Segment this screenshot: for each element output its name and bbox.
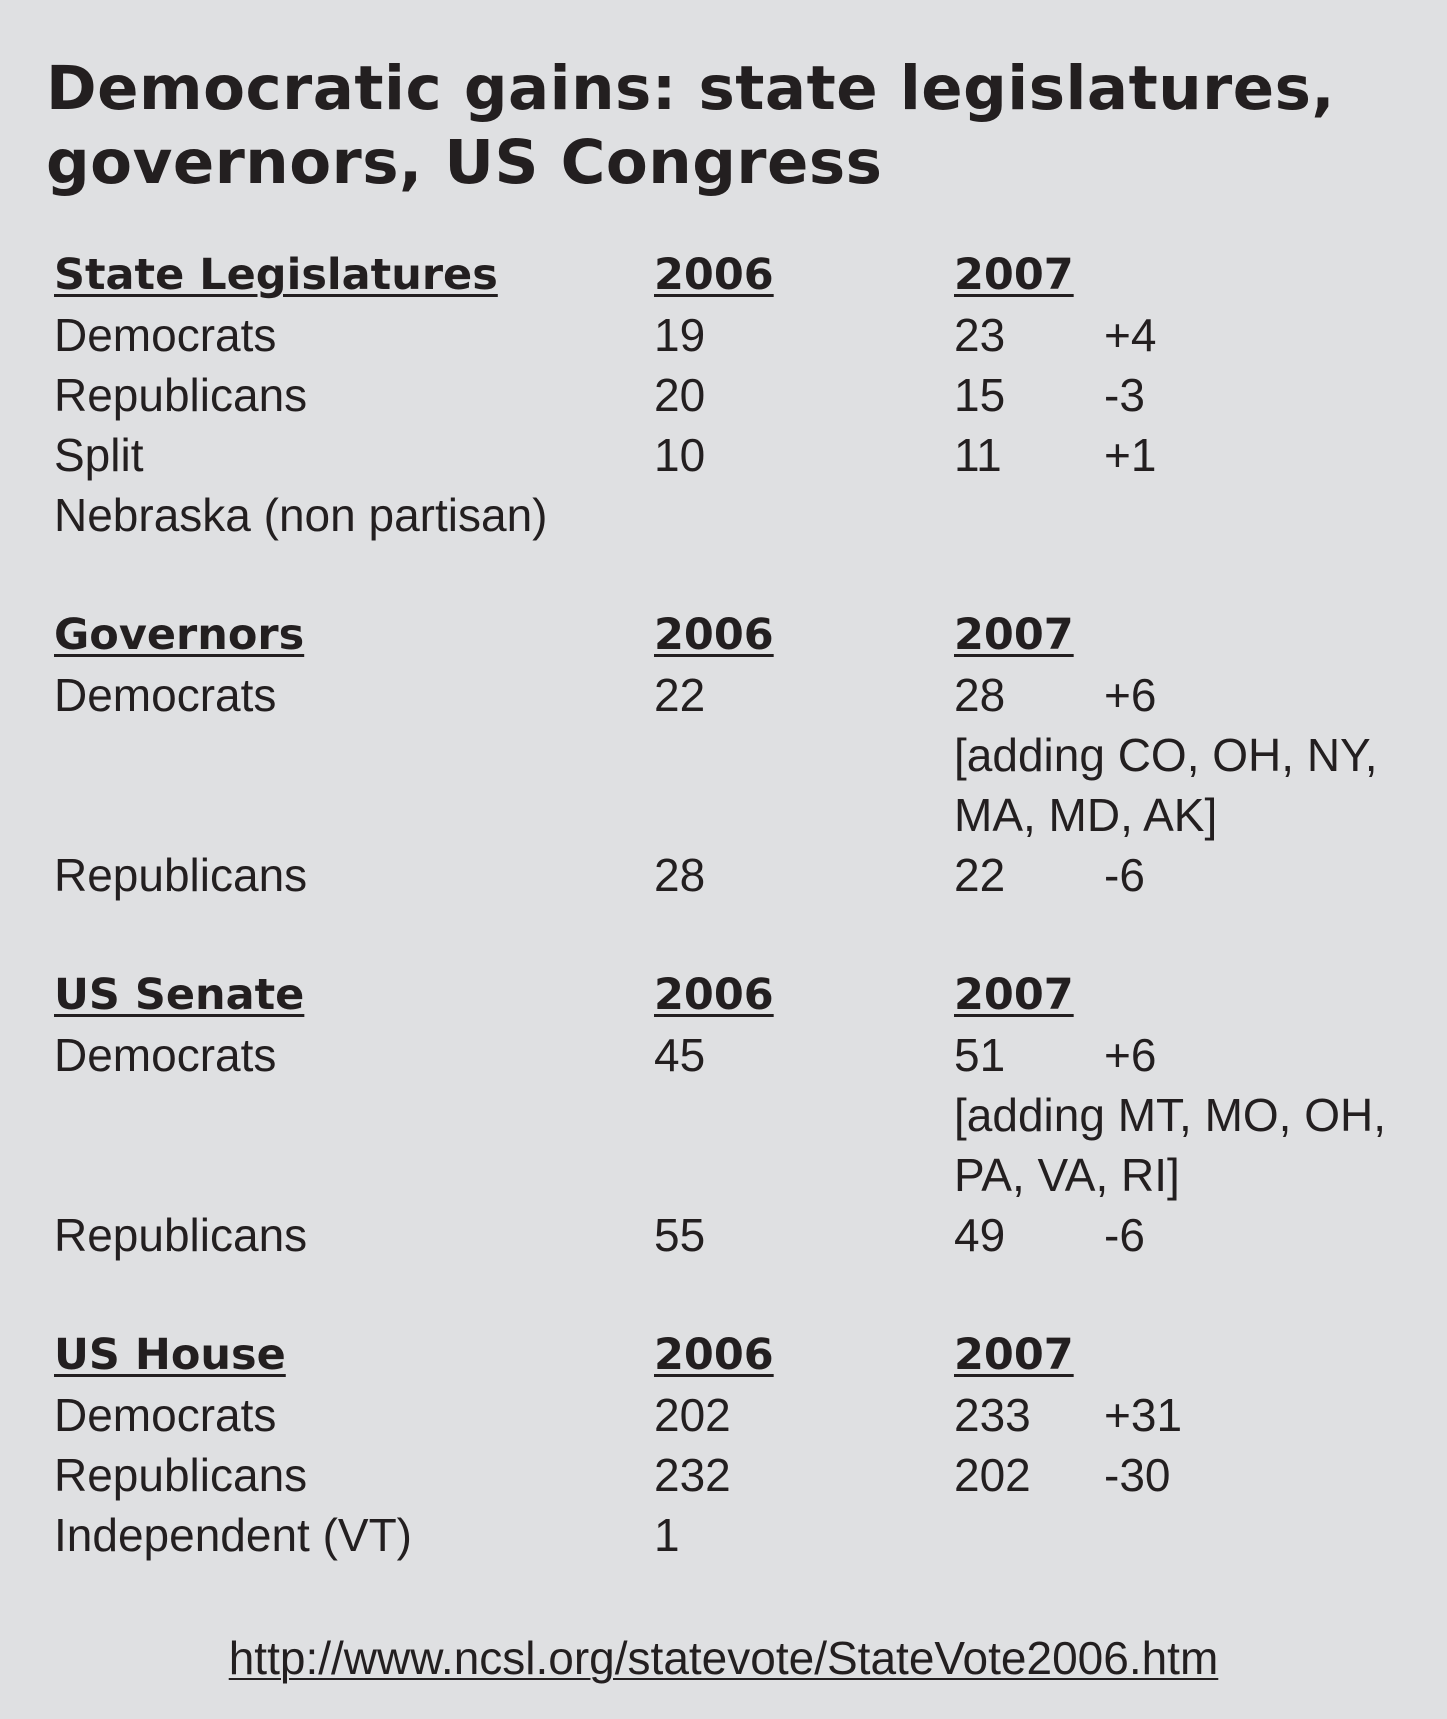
row-note: [adding MT, MO, OH, PA, VA, RI] (954, 1089, 1387, 1201)
page-title-line-1: Democratic gains: state legislatures, (46, 53, 1336, 124)
value-2007: 202 (954, 1449, 1031, 1501)
column-header-2006: 2006 (654, 970, 774, 1020)
column-header-2006: 2006 (654, 1330, 774, 1380)
row-label: Democrats (54, 1389, 277, 1441)
change-value: +31 (1104, 1389, 1183, 1441)
section-us-senate (54, 965, 1434, 1265)
change-value: +1 (1104, 429, 1157, 481)
section-heading: Governors (54, 610, 305, 660)
page-title-line-2: governors, US Congress (46, 127, 883, 198)
table-row (54, 665, 1434, 725)
table-row (54, 1445, 1434, 1505)
table-row (54, 305, 1434, 365)
row-label: Republicans (54, 369, 308, 421)
row-label: Republicans (54, 849, 308, 901)
value-2007: 233 (954, 1389, 1031, 1441)
table-row (54, 365, 1434, 425)
footer (0, 1630, 1447, 1686)
value-2006: 1 (654, 1509, 680, 1561)
section-heading: US Senate (54, 970, 305, 1020)
value-2007: 22 (954, 849, 1006, 901)
table-row (54, 485, 1434, 545)
value-2006: 22 (654, 669, 706, 721)
table-row (54, 1385, 1434, 1445)
section-heading: State Legislatures (54, 250, 498, 300)
page-title (46, 52, 1426, 200)
value-2006: 10 (654, 429, 706, 481)
column-header-2007: 2007 (954, 1330, 1074, 1380)
change-value: -30 (1104, 1449, 1171, 1501)
value-2007: 15 (954, 369, 1006, 421)
value-2006: 202 (654, 1389, 731, 1441)
section-heading: US House (54, 1330, 286, 1380)
row-label: Democrats (54, 309, 277, 361)
value-2006: 19 (654, 309, 706, 361)
change-value: -6 (1104, 1209, 1145, 1261)
change-value: -6 (1104, 849, 1145, 901)
table-row (54, 845, 1434, 905)
value-2006: 232 (654, 1449, 731, 1501)
row-label: Independent (VT) (54, 1509, 413, 1561)
value-2007: 49 (954, 1209, 1006, 1261)
table-row (54, 425, 1434, 485)
table-row (54, 1505, 1434, 1565)
row-label: Nebraska (non partisan) (54, 489, 548, 541)
column-header-2006: 2006 (654, 250, 774, 300)
section-us-house (54, 1325, 1434, 1565)
section-state-legislatures (54, 245, 1434, 545)
source-link[interactable]: http://www.ncsl.org/statevote/StateVote2006.htm (228, 1632, 1219, 1684)
change-value: +6 (1104, 669, 1157, 721)
table-row (54, 1205, 1434, 1265)
value-2006: 20 (654, 369, 706, 421)
row-label: Republicans (54, 1449, 308, 1501)
value-2006: 55 (654, 1209, 706, 1261)
section-governors (54, 605, 1434, 905)
value-2007: 23 (954, 309, 1006, 361)
value-2006: 45 (654, 1029, 706, 1081)
row-label: Democrats (54, 1029, 277, 1081)
change-value: -3 (1104, 369, 1145, 421)
column-header-2007: 2007 (954, 610, 1074, 660)
row-note: [adding CO, OH, NY, MA, MD, AK] (954, 729, 1378, 841)
row-label: Split (54, 429, 144, 481)
section-header-row (54, 965, 1434, 1025)
value-2007: 11 (954, 429, 1002, 481)
column-header-2006: 2006 (654, 610, 774, 660)
row-label: Republicans (54, 1209, 308, 1261)
change-value: +6 (1104, 1029, 1157, 1081)
value-2007: 51 (954, 1029, 1006, 1081)
row-label: Democrats (54, 669, 277, 721)
section-header-row (54, 605, 1434, 665)
value-2007: 28 (954, 669, 1006, 721)
section-header-row (54, 245, 1434, 305)
table-row (54, 1025, 1434, 1085)
change-value: +4 (1104, 309, 1157, 361)
column-header-2007: 2007 (954, 970, 1074, 1020)
section-header-row (54, 1325, 1434, 1385)
value-2006: 28 (654, 849, 706, 901)
column-header-2007: 2007 (954, 250, 1074, 300)
results-tables (54, 245, 1434, 1625)
